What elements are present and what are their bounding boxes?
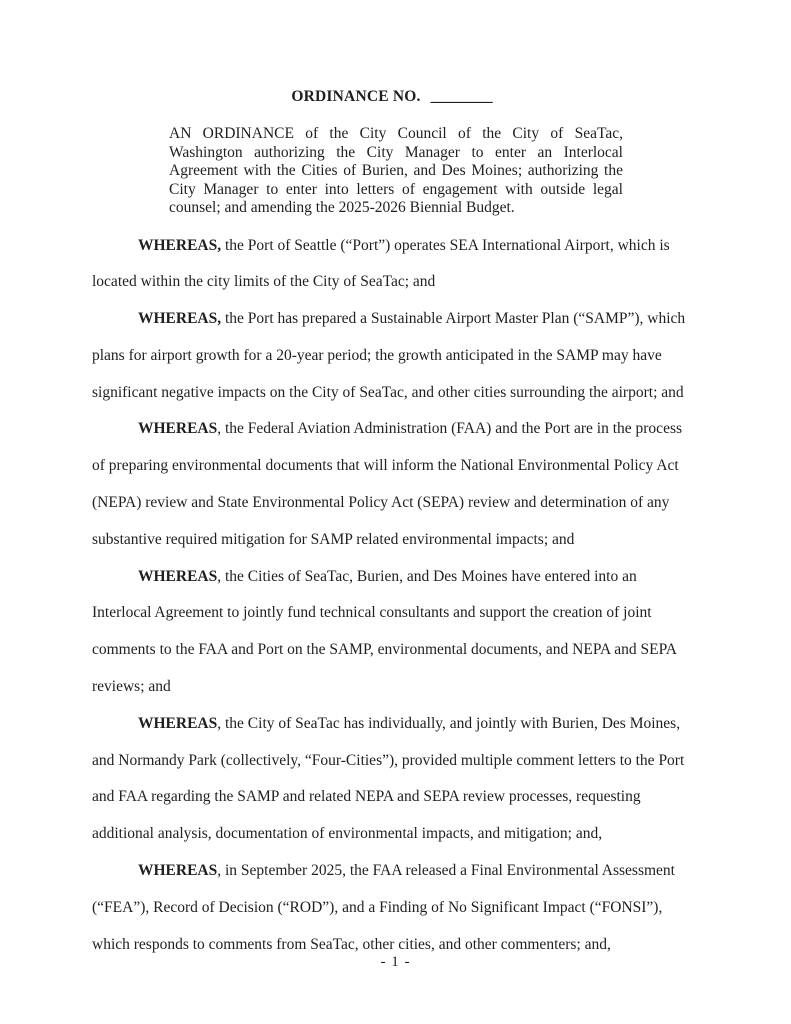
whereas-lead: WHEREAS <box>138 714 218 732</box>
whereas-section <box>92 228 692 964</box>
whereas-paragraph <box>92 853 692 963</box>
page-number: - 1 - <box>380 954 411 970</box>
whereas-text: the Port of Seattle (“Port”) operates SEA International Airport, which is located within the city limits of the City of SeaTac; and <box>92 236 670 291</box>
recital-paragraph: AN ORDINANCE of the City Council of the City of SeaTac, Washington authorizing the City Manager to enter an Interlocal Agreement with the Cities of Burien, and Des Moines; authorizing the City Manager to enter into letters of engagement with outside legal counsel; and amending the 2025-2026 Biennial Budget. <box>169 125 623 216</box>
ordinance-title-text: ORDINANCE NO. <box>291 88 421 105</box>
whereas-lead: WHEREAS, <box>138 236 222 254</box>
whereas-paragraph <box>92 706 692 853</box>
whereas-text: , in September 2025, the FAA released a Final Environmental Assessment (“FEA”), Record of Decision (“ROD”), and a Finding of No Significant Impact (“FONSI”), which responds to comments from SeaTac, other cities, and other commenters; and, <box>92 862 675 953</box>
whereas-text: , the Cities of SeaTac, Burien, and Des Moines have entered into an Interlocal Agreement to jointly fund technical consultants and support the creation of joint comments to the FAA and Port on the SAMP, environmental documents, and NEPA and SEPA reviews; and <box>92 567 677 696</box>
whereas-lead: WHEREAS <box>138 567 218 585</box>
whereas-paragraph <box>92 559 692 706</box>
ordinance-title <box>92 88 692 106</box>
whereas-lead: WHEREAS, <box>138 310 222 328</box>
whereas-paragraph <box>92 301 692 411</box>
whereas-lead: WHEREAS <box>138 420 218 438</box>
whereas-text: the Port has prepared a Sustainable Airport Master Plan (“SAMP”), which plans for airport growth for a 20-year period; the growth anticipated in the SAMP may have significant negative impacts on the City of SeaTac, and other cities surrounding the airport; and <box>92 310 686 401</box>
whereas-text: , the Federal Aviation Administration (FAA) and the Port are in the process of preparing environmental documents that will inform the National Environmental Policy Act (NEPA) review and State Environmental Policy Act (SEPA) review and determination of any substantive required mitigation for SAMP related environmental impacts; and <box>92 420 683 548</box>
ordinance-number-blank: ________ <box>430 88 493 105</box>
whereas-lead: WHEREAS <box>138 862 218 880</box>
whereas-paragraph <box>92 411 692 558</box>
whereas-paragraph <box>92 228 692 302</box>
whereas-text: , the City of SeaTac has individually, and jointly with Burien, Des Moines, and Normandy Park (collectively, “Four-Cities”), provided multiple comment letters to the Port and FAA regarding the SAMP and related NEPA and SEPA review processes, requesting additional analysis, documentation of environmental impacts, and mitigation; and, <box>92 714 685 843</box>
